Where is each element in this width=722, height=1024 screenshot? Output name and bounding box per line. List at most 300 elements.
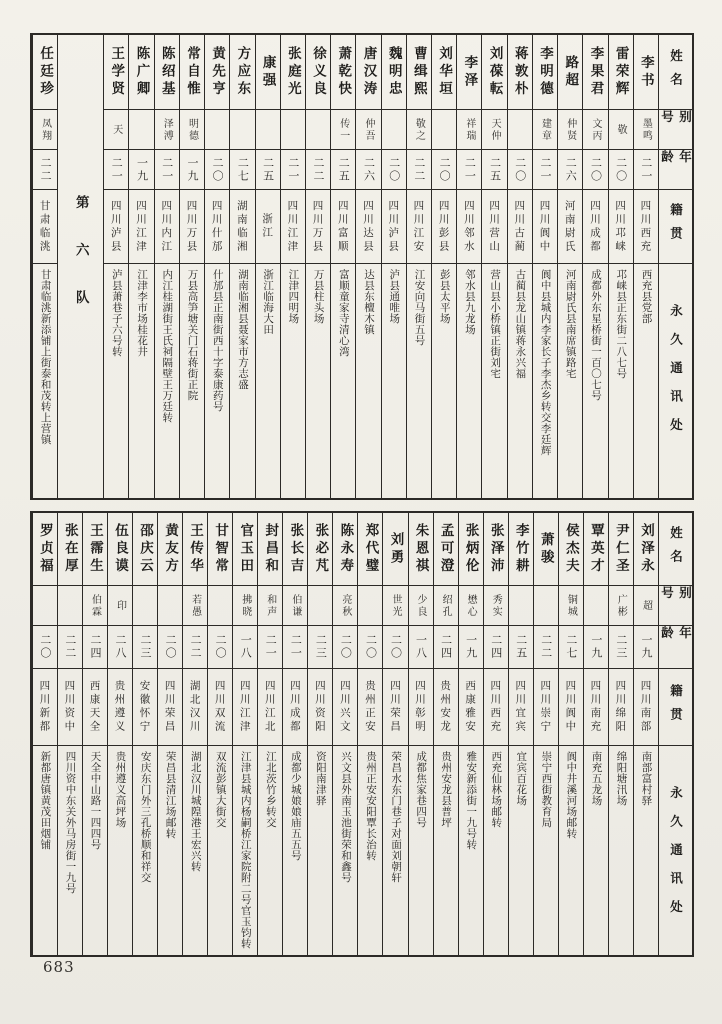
- native-place-cell: [457, 190, 481, 264]
- alias-cell: [33, 586, 57, 626]
- age-cell-text: 二〇: [339, 634, 353, 660]
- age-cell: [306, 150, 330, 190]
- name-cell: [459, 513, 483, 586]
- name-cell: [129, 35, 153, 110]
- native-place-cell-text: 四川江津: [286, 199, 299, 254]
- name-cell-text: 常自惟: [183, 45, 200, 99]
- alias-cell: [609, 586, 633, 626]
- name-cell: [331, 35, 355, 110]
- alias-cell: [283, 586, 307, 626]
- native-place-cell: [509, 669, 533, 746]
- alias-cell: [281, 110, 305, 150]
- alias-cell: [333, 586, 357, 626]
- address-cell-text: 崇宁西街教育局: [540, 751, 553, 828]
- age-cell-text: 二二: [63, 634, 77, 660]
- address-cell: [83, 746, 107, 955]
- roster-column: [128, 35, 153, 498]
- name-cell: [559, 513, 583, 586]
- age-cell-text: 一八: [414, 634, 428, 660]
- native-place-cell-text: 四川邻水: [462, 199, 475, 254]
- address-cell: [33, 264, 57, 498]
- native-place-cell-text: 四川资阳: [313, 680, 326, 734]
- native-place-cell-text: 四川内江: [160, 199, 173, 254]
- name-cell: [583, 35, 607, 110]
- age-cell-text: 二二: [39, 156, 53, 183]
- age-cell-text: 二六: [362, 156, 376, 183]
- name-cell-text: 王传华: [187, 522, 204, 576]
- alias-cell: [258, 586, 282, 626]
- address-cell: [484, 746, 508, 955]
- age-cell: [258, 626, 282, 669]
- address-cell-text: 什邡县正南街西十字泰康药号: [211, 269, 224, 412]
- age-cell: [108, 626, 132, 669]
- age-cell: [609, 150, 633, 190]
- age-cell: [583, 150, 607, 190]
- age-cell: [634, 150, 658, 190]
- native-place-cell: [58, 669, 82, 746]
- age-cell-text: 二五: [488, 156, 502, 183]
- alias-cell: [484, 586, 508, 626]
- name-cell: [33, 513, 57, 586]
- age-cell-text: 一九: [589, 634, 603, 660]
- roster-column: [557, 35, 582, 498]
- alias-cell-text: 印: [114, 599, 126, 612]
- native-place-cell: [634, 669, 658, 746]
- age-cell-text: 二〇: [589, 156, 603, 183]
- header-alias-label: 别号: [659, 110, 692, 134]
- name-cell-text: 任廷珍: [37, 45, 54, 99]
- address-cell-text: 万县高笋塘关门石蒋街正院: [186, 269, 199, 401]
- name-cell: [180, 35, 204, 110]
- name-cell-text: 刘勇: [387, 531, 404, 567]
- roster-column: [633, 35, 658, 498]
- name-cell-text: 曹缉熙: [410, 45, 427, 99]
- address-cell-text: 南部富村驿: [640, 751, 653, 806]
- name-cell: [634, 513, 658, 586]
- native-place-cell: [308, 669, 332, 746]
- address-cell-text: 绵阳塘汛场: [615, 751, 628, 806]
- address-cell: [609, 264, 633, 498]
- address-cell: [306, 264, 330, 498]
- age-cell-text: 二〇: [164, 634, 178, 660]
- alias-cell: [509, 586, 533, 626]
- native-place-cell-text: 四川荣昌: [389, 680, 401, 734]
- roster-column: [583, 513, 608, 955]
- name-cell: [584, 513, 608, 586]
- header-age-label: 年龄: [659, 626, 692, 650]
- alias-cell-text: 敬之: [413, 117, 425, 142]
- native-place-cell: [358, 669, 382, 746]
- name-cell-text: 萧乾快: [335, 45, 352, 99]
- roster-column: [32, 513, 57, 955]
- roster-table-bottom: [30, 511, 694, 957]
- native-place-cell-text: 四川荣昌: [163, 680, 176, 734]
- address-cell: [155, 264, 179, 498]
- alias-cell-text: 祥瑞: [463, 117, 475, 142]
- name-cell-text: 李书: [637, 54, 654, 90]
- native-place-cell: [129, 190, 153, 264]
- name-cell-text: 陈永寿: [337, 522, 354, 576]
- roster-column: [633, 513, 658, 955]
- age-cell-text: 一八: [239, 634, 253, 660]
- age-cell: [129, 150, 153, 190]
- alias-cell-text: 敬: [615, 123, 627, 136]
- native-place-cell: [104, 190, 128, 264]
- alias-cell: [58, 586, 82, 626]
- roster-column: [255, 35, 280, 498]
- page-number: 683: [43, 958, 75, 976]
- roster-column: [608, 35, 633, 498]
- name-cell: [155, 35, 179, 110]
- alias-cell: [382, 110, 406, 150]
- header-alias: [659, 110, 692, 150]
- address-cell: [634, 264, 658, 498]
- native-place-cell-text: 河南尉氏: [563, 199, 576, 254]
- native-place-cell: [333, 669, 357, 746]
- age-cell: [158, 626, 182, 669]
- name-cell-text: 尹仁圣: [612, 522, 629, 576]
- name-cell: [308, 513, 332, 586]
- address-cell: [58, 746, 82, 955]
- header-name-label: 姓名: [668, 48, 684, 96]
- native-place-cell-text: 四川兴文: [338, 680, 351, 734]
- native-place-cell: [183, 669, 207, 746]
- name-cell: [208, 513, 232, 586]
- header-address-label: 永久通讯处: [668, 786, 684, 929]
- address-cell-text: 兴文县外南玉池街荣和鑫号: [339, 751, 352, 883]
- address-cell: [180, 264, 204, 498]
- roster-column: [558, 513, 583, 955]
- name-cell-text: 王学贤: [108, 45, 125, 99]
- age-cell-text: 二一: [639, 156, 653, 183]
- roster-column: [406, 35, 431, 498]
- address-cell: [432, 264, 456, 498]
- age-cell: [183, 626, 207, 669]
- age-cell: [133, 626, 157, 669]
- age-cell: [104, 150, 128, 190]
- name-cell-text: 黄友方: [162, 522, 179, 576]
- alias-cell: [180, 110, 204, 150]
- native-place-cell-text: 四川成都: [288, 680, 301, 734]
- name-cell: [409, 513, 433, 586]
- age-cell: [534, 626, 558, 669]
- address-cell-text: 宜宾百花场: [515, 751, 528, 806]
- address-cell: [459, 746, 483, 955]
- native-place-cell-text: 湖南临湘: [235, 199, 248, 254]
- name-cell: [233, 513, 257, 586]
- native-place-cell-text: 湖北汉川: [188, 680, 201, 734]
- roster-column: [582, 35, 607, 498]
- name-cell-text: 张泽沛: [487, 522, 504, 576]
- roster-column: [532, 35, 557, 498]
- header-age: [659, 150, 692, 190]
- native-place-cell: [382, 190, 406, 264]
- address-cell: [407, 264, 431, 498]
- name-cell-text: 刘葆転: [486, 45, 503, 99]
- native-place-cell: [180, 190, 204, 264]
- alias-cell: [158, 586, 182, 626]
- name-cell: [283, 513, 307, 586]
- name-cell-text: 封昌和: [262, 522, 279, 576]
- address-cell: [559, 746, 583, 955]
- header-age: [659, 626, 692, 669]
- name-cell-text: 刘泽永: [637, 522, 654, 576]
- address-cell-text: 甘肃临洮新添铺上街泰和茂转上营镇: [39, 269, 52, 445]
- name-cell: [356, 35, 380, 110]
- age-cell-text: 二七: [236, 156, 250, 183]
- alias-cell: [482, 110, 506, 150]
- alias-cell-text: 墨鸣: [640, 117, 652, 142]
- alias-cell-text: 拂晓: [239, 593, 251, 618]
- roster-column: [132, 513, 157, 955]
- roster-column: [103, 35, 128, 498]
- address-cell: [509, 746, 533, 955]
- roster-column: [282, 513, 307, 955]
- age-cell: [180, 150, 204, 190]
- alias-cell: [133, 586, 157, 626]
- name-cell-text: 罗贞福: [36, 522, 53, 576]
- name-cell: [104, 35, 128, 110]
- address-cell-text: 双流彭镇大街交: [214, 751, 227, 828]
- native-place-cell-text: 四川南部: [639, 680, 652, 734]
- name-cell: [258, 513, 282, 586]
- name-cell: [484, 513, 508, 586]
- age-cell-text: 二三: [139, 634, 153, 660]
- alias-cell: [584, 586, 608, 626]
- name-cell-text: 路超: [562, 54, 579, 90]
- alias-cell-text: 伯霖: [89, 593, 101, 618]
- age-cell-text: 二一: [264, 634, 278, 660]
- address-cell-text: 成都少城娘娘庙五五号: [289, 751, 302, 861]
- alias-cell: [634, 586, 658, 626]
- native-place-cell-text: 四川成都: [588, 199, 601, 254]
- age-cell: [432, 150, 456, 190]
- name-cell: [609, 513, 633, 586]
- alias-cell-text: 少良: [415, 593, 427, 618]
- native-place-cell: [434, 669, 458, 746]
- native-place-cell: [609, 669, 633, 746]
- roster-column: [330, 35, 355, 498]
- name-cell: [432, 35, 456, 110]
- native-place-cell: [459, 669, 483, 746]
- name-cell: [609, 35, 633, 110]
- age-cell-text: 二三: [314, 634, 328, 660]
- header-native-place-label: 籍贯: [668, 203, 684, 250]
- roster-column: [305, 35, 330, 498]
- native-place-cell: [158, 669, 182, 746]
- native-place-cell-text: 贵州安龙: [439, 680, 452, 734]
- age-cell: [308, 626, 332, 669]
- age-cell-text: 二二: [189, 634, 203, 660]
- age-cell: [155, 150, 179, 190]
- alias-cell: [583, 110, 607, 150]
- roster-column: [332, 513, 357, 955]
- address-cell-text: 西充仙林场邮转: [490, 751, 503, 828]
- header-native-place: [659, 190, 692, 264]
- native-place-cell-text: 四川西充: [489, 680, 502, 734]
- address-cell-text: 泸县通唯场: [388, 269, 401, 324]
- alias-cell: [534, 586, 558, 626]
- native-place-cell-text: 四川营山: [488, 199, 501, 254]
- address-cell: [383, 746, 407, 955]
- age-cell-text: 二〇: [614, 156, 628, 183]
- address-cell: [230, 264, 254, 498]
- age-cell-text: 二六: [564, 156, 578, 183]
- native-place-cell: [205, 190, 229, 264]
- header-native-place-label: 籍贯: [668, 683, 684, 731]
- name-cell: [205, 35, 229, 110]
- name-cell: [306, 35, 330, 110]
- address-cell-text: 彭县太平场: [438, 269, 451, 324]
- unit-label: 第六队: [72, 195, 89, 338]
- roster-column: [307, 513, 332, 955]
- address-cell: [104, 264, 128, 498]
- native-place-cell: [258, 669, 282, 746]
- name-cell: [83, 513, 107, 586]
- name-cell: [230, 35, 254, 110]
- alias-cell: [108, 586, 132, 626]
- roster-column: [355, 35, 380, 498]
- alias-cell: [33, 110, 57, 150]
- name-cell-text: 李竹耕: [512, 522, 529, 576]
- age-cell-text: 二四: [88, 634, 102, 660]
- roster-column: [431, 35, 456, 498]
- name-cell-text: 甘智常: [212, 522, 229, 576]
- native-place-cell-text: 四川古蔺: [513, 199, 526, 254]
- native-place-cell-text: 四川江北: [263, 680, 276, 734]
- alias-cell-text: 凤翔: [39, 117, 51, 142]
- alias-cell: [559, 586, 583, 626]
- native-place-cell: [33, 669, 57, 746]
- address-cell: [333, 746, 357, 955]
- name-cell-text: 张必芃: [312, 522, 329, 576]
- header-address-label: 永久通讯处: [668, 304, 684, 447]
- age-cell: [256, 150, 280, 190]
- roster-column: [382, 513, 407, 955]
- roster-column: [481, 35, 506, 498]
- age-cell-text: 二一: [539, 156, 553, 183]
- native-place-cell: [230, 190, 254, 264]
- native-place-cell-text: 四川江津: [238, 680, 251, 734]
- address-cell-text: 荣昌水东门巷子对面刘朝轩: [390, 751, 403, 883]
- age-cell-text: 二七: [564, 634, 578, 660]
- age-cell-text: 二一: [110, 156, 124, 183]
- name-cell-text: 覃英才: [587, 522, 604, 576]
- native-place-cell: [256, 190, 280, 264]
- age-cell-text: 二一: [160, 156, 174, 183]
- address-cell-text: 江津四明场: [287, 269, 300, 324]
- alias-cell: [129, 110, 153, 150]
- roster-column: [207, 513, 232, 955]
- address-cell: [129, 264, 153, 498]
- name-cell: [509, 513, 533, 586]
- address-cell: [205, 264, 229, 498]
- roster-table-top: [30, 33, 694, 500]
- address-cell: [233, 746, 257, 955]
- age-cell-text: 二五: [514, 634, 528, 660]
- roster-column: [408, 513, 433, 955]
- header-name: [659, 35, 692, 110]
- age-cell: [508, 150, 532, 190]
- name-cell: [508, 35, 532, 110]
- roster-column: [280, 35, 305, 498]
- age-cell: [558, 150, 582, 190]
- native-place-cell-text: 四川彭县: [437, 199, 450, 254]
- native-place-cell: [432, 190, 456, 264]
- name-cell-text: 李明德: [537, 45, 554, 99]
- name-cell-text: 侯杰夫: [562, 522, 579, 576]
- name-cell-text: 方应东: [234, 45, 251, 99]
- native-place-cell-text: 四川邛崃: [614, 199, 627, 254]
- address-cell: [457, 264, 481, 498]
- address-cell-text: 邻水县九龙场: [463, 269, 476, 335]
- address-cell: [358, 746, 382, 955]
- age-cell: [383, 626, 407, 669]
- name-cell-text: 张庭光: [284, 45, 301, 99]
- name-cell-text: 官玉田: [237, 522, 254, 576]
- alias-cell: [331, 110, 355, 150]
- native-place-cell: [534, 669, 558, 746]
- roster-column: [433, 513, 458, 955]
- age-cell: [233, 626, 257, 669]
- header-column: [658, 35, 692, 498]
- roster-column: [357, 513, 382, 955]
- address-cell-text: 南充五龙场: [590, 751, 603, 806]
- native-place-cell: [306, 190, 330, 264]
- address-cell-text: 营山县小桥镇正街刘宅: [489, 269, 502, 379]
- name-cell: [58, 513, 82, 586]
- native-place-cell: [409, 669, 433, 746]
- name-cell-text: 陈广卿: [133, 45, 150, 99]
- address-cell-text: 资阳南津驿: [314, 751, 327, 806]
- age-cell: [482, 150, 506, 190]
- native-place-cell-text: 四川达县: [361, 199, 374, 254]
- native-place-cell: [484, 669, 508, 746]
- age-cell: [609, 626, 633, 669]
- name-cell-text: 李泽: [461, 54, 478, 90]
- address-cell-text: 内江桂湖街王氏祠隔壁王万廷转: [161, 269, 174, 423]
- name-cell-text: 朱恩祺: [412, 522, 429, 576]
- native-place-cell-text: 四川万县: [311, 199, 324, 254]
- native-place-cell: [407, 190, 431, 264]
- name-cell: [133, 513, 157, 586]
- address-cell: [482, 264, 506, 498]
- native-place-cell: [356, 190, 380, 264]
- name-cell: [382, 35, 406, 110]
- native-place-cell-text: 四川宜宾: [514, 680, 527, 734]
- alias-cell-text: 秀实: [490, 593, 502, 618]
- age-cell: [208, 626, 232, 669]
- native-place-cell: [383, 669, 407, 746]
- header-name: [659, 513, 692, 586]
- age-cell-text: 二〇: [438, 156, 452, 183]
- address-cell-text: 安庆东门外三孔桥顺和祥交: [139, 751, 152, 883]
- native-place-cell: [83, 669, 107, 746]
- age-cell-text: 二五: [337, 156, 351, 183]
- name-cell-text: 魏明忠: [385, 45, 402, 99]
- roster-column: [82, 513, 107, 955]
- address-cell-text: 湖北汉川城隍港王宏兴转: [189, 751, 202, 872]
- alias-cell-text: 伯谦: [289, 593, 301, 618]
- address-cell: [133, 746, 157, 955]
- alias-cell: [432, 110, 456, 150]
- name-cell-text: 康强: [259, 54, 276, 90]
- native-place-cell-text: 贵州正安: [363, 680, 376, 734]
- name-cell: [281, 35, 305, 110]
- name-cell: [183, 513, 207, 586]
- roster-column: [204, 35, 229, 498]
- alias-cell-text: 仲贤: [564, 117, 576, 142]
